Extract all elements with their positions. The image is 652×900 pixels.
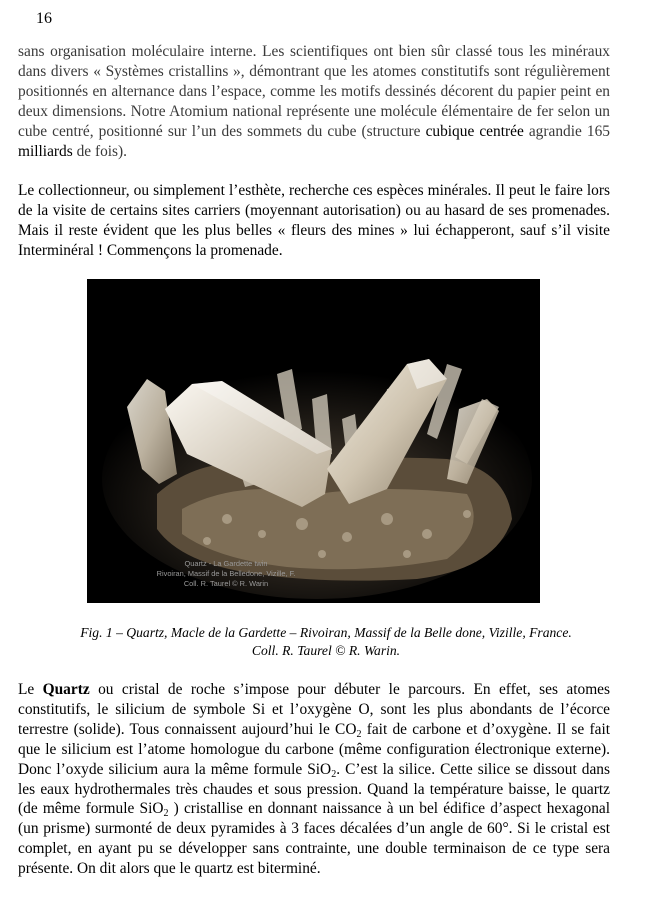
p1-text-a: sans organisation moléculaire interne. Les scientifiques ont bien sûr classé tous les minéraux dans divers « Systèmes cristallins », démontrant que les atomes constitutifs sont régulièrement positionnés en alternance dans l’espace, comme les motifs dessinés décorent du papier peint en deux dimensions. Notre Atomium national représente une molécule élémentaire de fer selon un cube centré, positionné sur l’un des sommets du cube (structure [18, 43, 610, 140]
watermark-line-2: Rivoiran, Massif de la Belledone, Vizille, F. [156, 568, 296, 578]
p3-t4: . C’est la silice. Cette silice se dissout dans les eaux hydrothermales très chaudes et sous pression. Quand la température baisse, le quartz (de même formule SiO [18, 760, 610, 818]
p3-t1: Le [18, 681, 43, 698]
quartz-photo [87, 279, 540, 603]
p3-sub-co2: 2 [356, 728, 362, 740]
page-number: 16 [36, 10, 52, 27]
p3-t5: ) cristallise en donnant naissance à un bel édifice d’aspect hexagonal (un prisme) surmonté de deux pyramides à 3 faces décalées d’un angle de 60°. Si le cristal est complet, en ayant pu se développer sans contrainte, une double terminaison de ce type sera présente. On dit alors que le quartz est biterminé. [18, 800, 610, 878]
paragraph-quartz [18, 680, 610, 879]
photo-watermark [87, 559, 365, 588]
p1-text-e: de fois). [72, 142, 127, 160]
p1-text-c: agrandie 165 [523, 122, 610, 140]
p3-sub-sio2-a: 2 [331, 768, 337, 780]
caption-line-1: Fig. 1 – Quartz, Macle de la Gardette – Rivoiran, Massif de la Belle done, Vizille, France. [80, 625, 572, 640]
quartz-crystal-illustration [87, 279, 540, 603]
p1-cubic-centered: cubique centrée [425, 122, 524, 140]
paragraph-crystal-systems [18, 42, 610, 161]
p3-t2: ou cristal de roche s’impose pour débuter le parcours. En effet, ses atomes constitutifs, le silicium de symbole Si et l’oxygène O, sont les plus abondants de l’écorce terrestre (solide). Tous connaissent aujourd’hui le CO [18, 681, 610, 738]
p1-billions: milliards [18, 142, 73, 160]
p3-sub-sio2-b: 2 [163, 808, 169, 820]
figure-caption [18, 624, 634, 660]
p3-quartz-term: Quartz [42, 681, 90, 698]
caption-line-2: Coll. R. Taurel © R. Warin. [251, 643, 401, 658]
p3-t3: fait de carbone et d’oxygène. Il se fait que le silicium est l’atome homologue du carbone (même configuration électronique externe). Donc l’oxyde silicium aura la même formule SiO [18, 720, 610, 778]
watermark-line-3: Coll. R. Taurel © R. Warin [183, 578, 269, 588]
watermark-line-1: Quartz - La Gardette twin [184, 559, 268, 568]
paragraph-collector: Le collectionneur, ou simplement l’esthète, recherche ces espèces minérales. Il peut le faire lors de la visite de certains sites carriers (moyennant autorisation) ou au hasard de ses promenades. Mais il reste évident que les plus belles « fleurs des mines » lui échapperont, sauf s’il visite Interminéral ! Commençons la promenade. [18, 182, 610, 259]
